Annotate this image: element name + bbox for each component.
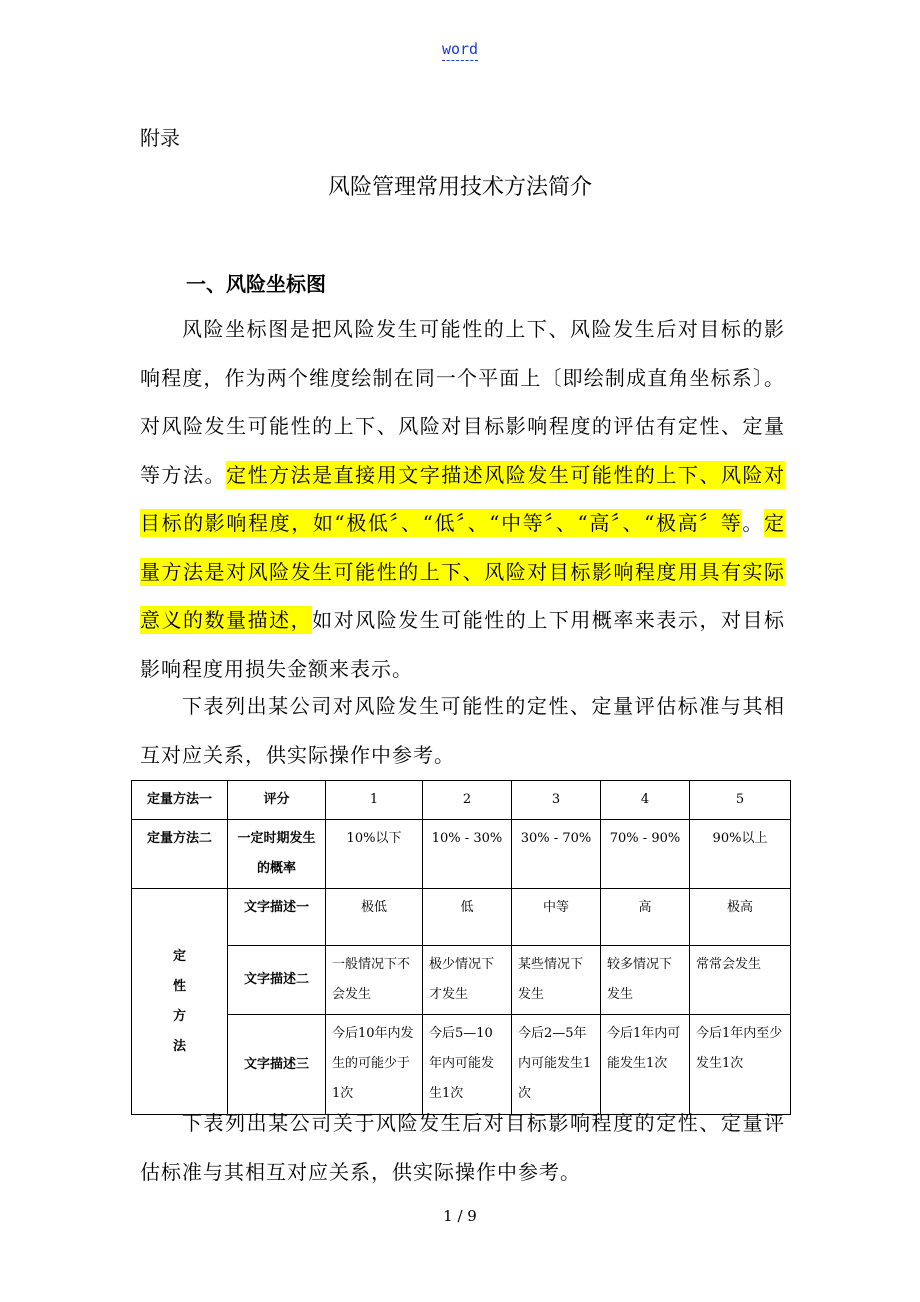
paragraph-table-intro: 下表列出某公司对风险发生可能性的定性、定量评估标准与其相互对应关系，供实际操作中参考。 — [140, 694, 785, 767]
table-cell: 10%以下 — [326, 820, 423, 889]
table-cell: 定量方法二 — [132, 820, 228, 889]
table-row — [132, 781, 791, 820]
table-row — [132, 820, 791, 889]
table-cell: 一定时期发生的概率 — [228, 820, 326, 889]
table-cell: 70% - 90% — [601, 820, 690, 889]
page-title: 风险管理常用技术方法简介 — [327, 175, 592, 200]
paragraph-intro-text: 风险坐标图是把风险发生可能性的上下、风险发生后对目标的影响程度，作为两个维度绘制在同一个平面上〔即绘制成直角坐标系〕。对风险发生可能性的上下、风险对目标影响程度的评估有定性、定量等方法。 — [140, 317, 785, 487]
highlight-quantitative: 定量方法是对风险发生可能性的上下、风险对目标影响程度用具有实际意义的数量描述， — [140, 511, 786, 632]
table-cell: 评分 — [228, 781, 326, 820]
qual-char: 方 — [172, 1008, 186, 1024]
table-cell: 较多情况下发生 — [601, 946, 690, 1015]
table-cell: 今后10年内发生的可能少于1次 — [326, 1015, 423, 1115]
qualitative-method-cell — [132, 889, 228, 1115]
table-cell: 文字描述一 — [228, 889, 326, 946]
section-heading: 一、风险坐标图 — [186, 272, 326, 296]
table-cell: 今后2—5年内可能发生1次 — [512, 1015, 601, 1115]
table-cell: 30% - 70% — [512, 820, 601, 889]
table-row — [132, 946, 791, 1015]
header-word-link[interactable] — [0, 40, 920, 58]
table-cell: 中等 — [512, 889, 601, 946]
qual-char: 定 — [172, 948, 186, 964]
qual-char: 法 — [172, 1038, 186, 1054]
table-cell: 极高 — [690, 889, 791, 946]
paragraph-impact-intro: 下表列出某公司关于风险发生后对目标影响程度的定性、定量评估标准与其相互对应关系，供实际操作中参考。 — [140, 1111, 785, 1184]
highlight-qualitative: 定性方法是直接用文字描述风险发生可能性的上下、风险对目标的影响程度，如“极低〞、“低〞、“中等〞、“高〞、“极高〞等 — [140, 462, 786, 535]
paragraph-intro-period: 。 — [742, 511, 765, 535]
table-cell: 4 — [601, 781, 690, 820]
table-cell: 10% - 30% — [423, 820, 512, 889]
table-cell: 90%以上 — [690, 820, 791, 889]
table-cell: 高 — [601, 889, 690, 946]
paragraph-intro-tail: 如对风险发生可能性的上下用概率来表示，对目标影响程度用损失金额来表示。 — [140, 608, 786, 681]
table-cell: 今后5—10年内可能发生1次 — [423, 1015, 512, 1115]
table-cell: 低 — [423, 889, 512, 946]
table-cell: 常常会发生 — [690, 946, 791, 1015]
table-cell: 文字描述二 — [228, 946, 326, 1015]
table-cell: 今后1年内可能发生1次 — [601, 1015, 690, 1115]
table-cell: 极少情况下才发生 — [423, 946, 512, 1015]
table-cell: 2 — [423, 781, 512, 820]
table-cell: 文字描述三 — [228, 1015, 326, 1115]
table-cell: 极低 — [326, 889, 423, 946]
appendix-label: 附录 — [140, 126, 180, 150]
table-cell: 定量方法一 — [132, 781, 228, 820]
table-cell: 一般情况下不会发生 — [326, 946, 423, 1015]
likelihood-table — [131, 780, 791, 1115]
table-cell: 某些情况下发生 — [512, 946, 601, 1015]
paragraph-intro — [140, 305, 785, 693]
table-cell: 3 — [512, 781, 601, 820]
table-cell: 5 — [690, 781, 791, 820]
table-row — [132, 889, 791, 946]
header-word-text[interactable]: word — [442, 40, 478, 61]
table-cell: 1 — [326, 781, 423, 820]
page-number: 1 / 9 — [443, 1207, 477, 1225]
qual-char: 性 — [172, 978, 186, 994]
table-cell: 今后1年内至少发生1次 — [690, 1015, 791, 1115]
